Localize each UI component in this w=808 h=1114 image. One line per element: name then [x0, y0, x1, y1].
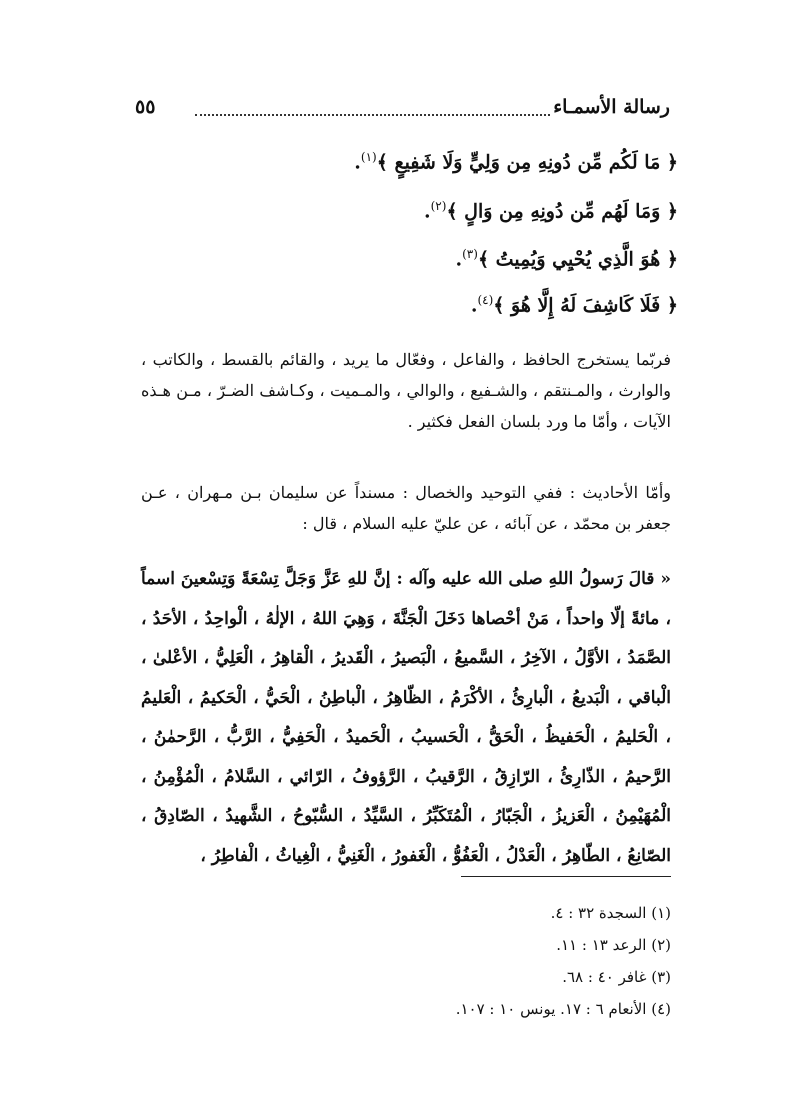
footnotes: [141, 897, 671, 1025]
footnote-ref: (٢): [430, 199, 447, 213]
quran-verse: ﴿ هُوَ الَّذِي يُحْيِي وَيُمِيتُ ﴾$^{(٣)}$.: [455, 247, 678, 271]
body-paragraph: وأمّا الأحاديث : ففي التوحيد والخصال : مسنداً عن سليمان بـن مـهران ، عـن جعفر بن محمّد ، عن آبائه ، عن عليّ عليه السلام ، قال :: [141, 483, 671, 533]
dotted-leader: [195, 114, 550, 116]
footnote-divider: [461, 876, 671, 877]
quran-verse: ﴿ مَا لَكُم مِّن دُونِهِ مِن وَلِيٍّ وَلَا شَفِيعٍ ﴾$^{(١)}$.: [354, 150, 678, 174]
footnote: (٣) غافر ٤٠ : ٦٨.: [562, 968, 671, 986]
running-title: رسالة الأسمـاء: [553, 96, 670, 118]
hadith-text: « قالَ رَسولُ اللهِ صلى الله عليه وآله : إنَّ للهِ عَزَّ وَجَلَّ تِسْعَةً وَتِسْعينَ اسماً ، مائةً إلّا واحداً ، مَنْ أحْصاها دَخَلَ الْجَنَّةَ ، وَهِيَ اللهُ ، الإلٰهُ ، الْواحِدُ ، الأحَدُ ، الصَّمَدُ ، الأوَّلُ ، الآخِرُ ، السَّميعُ ، الْبَصيرُ ، الْقَديرُ ، الْقاهِرُ ، الْعَلِيُّ ، الأعْلىٰ ، الْباقي ، الْبَديعُ ، الْبارِئُ ، الأكْرَمُ ، الظّاهِرُ ، الْباطِنُ ، الْحَيُّ ، الْحَكيمُ ، الْعَليمُ ، الْحَليمُ ، الْحَفيظُ ، الْحَقُّ ، الْحَسيبُ ، الْحَميدُ ، الْحَفِيُّ ، الرَّبُّ ، الرَّحمٰنُ ، الرَّحيمُ ، الذّارِئُ ، الرّازِقُ ، الرَّقيبُ ، الرَّؤوفُ ، الرّائي ، السَّلامُ ، الْمُؤْمِنُ ، الْمُهَيْمِنُ ، الْعَزيزُ ، الْجَبّارُ ، الْمُتَكَبِّرُ ، السَّيِّدُ ، السُّبّوحُ ، الشَّهيدُ ، الصّادِقُ ، الصّانِعُ ، الطّاهِرُ ، الْعَدْلُ ، الْعَفُوُّ ، الْغَفورُ ، الْغَنِيُّ ، الْغِياثُ ، الْفاطِرُ ،: [141, 569, 671, 866]
quran-verse: ﴿ فَلَا كَاشِفَ لَهُ إِلَّا هُوَ ﴾$^{(٤)}$.: [470, 293, 678, 317]
verse-text: ﴿ وَمَا لَهُم مِّن دُونِهِ مِن وَالٍ ﴾: [446, 200, 678, 223]
footnote: (٤) الأنعام ٦ : ١٧. يونس ١٠ : ١٠٧.: [455, 1000, 671, 1018]
footnote-ref: (١): [360, 150, 377, 164]
footnote-ref: (٤): [477, 293, 494, 307]
verse-text: ﴿ مَا لَكُم مِّن دُونِهِ مِن وَلِيٍّ وَلَا شَفِيعٍ ﴾: [376, 151, 678, 174]
page-number: ٥٥: [135, 96, 156, 118]
footnote: (٢) الرعد ١٣ : ١١.: [556, 936, 671, 954]
footnote-ref: (٣): [462, 247, 478, 261]
footnote: (١) السجدة ٣٢ : ٤.: [550, 904, 671, 922]
verse-text: ﴿ فَلَا كَاشِفَ لَهُ إِلَّا هُوَ ﴾: [493, 294, 678, 317]
body-paragraph: فربّما يستخرج الحافظ ، والفاعل ، وفعّال ما يريد ، والقائم بالقسط ، والكاتب ، والوارث ، والمـنتقم ، والشـفيع ، والوالي ، والمـميت ، وكـاشف الضـرّ ، مـن هـذه الآيات ، وأمّا ما ورد بلسان الفعل فكثير .: [141, 350, 671, 431]
quran-verse: ﴿ وَمَا لَهُم مِّن دُونِهِ مِن وَالٍ ﴾$^{(٢)}$.: [423, 199, 678, 223]
page-header: [135, 96, 670, 132]
verse-text: ﴿ هُوَ الَّذِي يُحْيِي وَيُمِيتُ ﴾: [477, 248, 678, 271]
